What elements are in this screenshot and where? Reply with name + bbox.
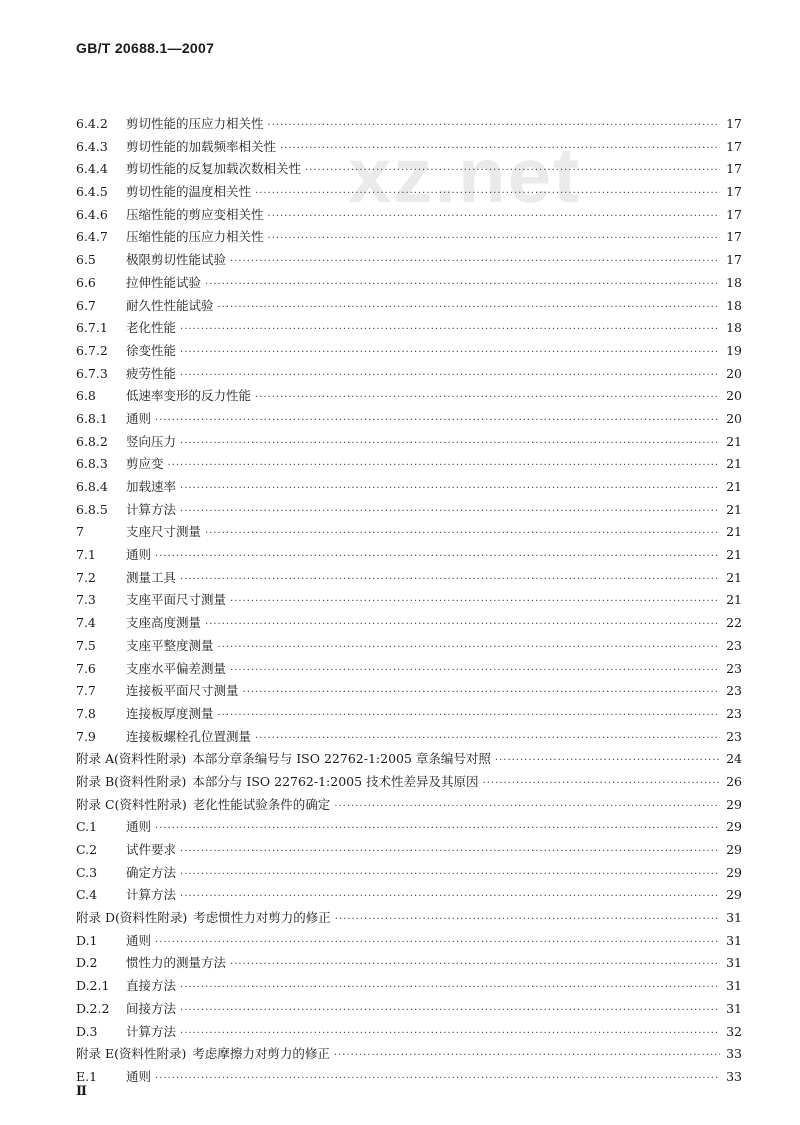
toc-entry[interactable] [76, 159, 742, 182]
toc-dot-leader [255, 392, 720, 403]
toc-entry-number: 6.4.2 [76, 116, 108, 131]
toc-entry-page: 33 [726, 1068, 742, 1084]
toc-entry-title: 确定方法 [126, 864, 177, 880]
toc-entry-number: C.2 [76, 842, 98, 857]
toc-entry-title: 支座平整度测量 [126, 637, 214, 653]
toc-entry-title: 拉伸性能试验 [126, 274, 202, 290]
toc-entry-page: 21 [726, 524, 742, 540]
toc-entry-number: 6.8.5 [76, 501, 108, 517]
toc-entry-number: 6.8.2 [76, 433, 108, 449]
toc-entry[interactable] [76, 182, 742, 205]
toc-entry[interactable] [76, 568, 742, 591]
toc-entry[interactable] [76, 205, 742, 228]
toc-entry-title: 连接板平面尺寸测量 [126, 683, 239, 699]
toc-entry-number: 附录 A(资料性附录) [76, 751, 187, 767]
toc-dot-leader [155, 937, 720, 948]
toc-entry-page: 31 [726, 955, 742, 971]
toc-entry[interactable] [76, 999, 742, 1022]
toc-entry[interactable] [76, 318, 742, 341]
toc-entry-number: 6.7.2 [76, 342, 108, 358]
toc-entry-title: 惯性力的测量方法 [126, 955, 227, 971]
toc-entry-number: 6.4.3 [76, 138, 108, 154]
toc-dot-leader [180, 370, 720, 381]
toc-dot-leader [305, 165, 720, 176]
toc-entry-title: 压缩性能的剪应变相关性 [126, 206, 264, 222]
toc-entry-number: D.2 [76, 955, 98, 971]
toc-entry-number: C.3 [76, 864, 98, 880]
toc-entry-title: 耐久性性能试验 [126, 297, 214, 313]
toc-entry-title: 考虑惯性力对剪力的修正 [193, 910, 331, 926]
toc-entry[interactable] [76, 772, 742, 795]
toc-dot-leader [180, 846, 720, 857]
toc-entry-page: 29 [726, 796, 742, 812]
toc-entry-number: C.1 [76, 819, 98, 835]
toc-entry-number: 附录 B(资料性附录) [76, 773, 187, 789]
toc-entry[interactable] [76, 863, 742, 886]
toc-entry-page: 17 [726, 161, 742, 177]
toc-dot-leader [180, 1028, 720, 1039]
toc-entry-title: 通则 [126, 410, 152, 426]
document-header: GB/T 20688.1—2007 [76, 40, 215, 56]
toc-entry[interactable] [76, 522, 742, 545]
toc-entry-page: 21 [726, 547, 742, 563]
toc-dot-leader [155, 823, 720, 834]
toc-entry-title: 低速率变形的反力性能 [126, 388, 252, 404]
toc-entry-title: 剪切性能的压应力相关性 [126, 116, 264, 131]
toc-entry-title: 剪应变 [126, 456, 164, 472]
toc-entry-page: 24 [726, 751, 742, 767]
toc-dot-leader [280, 143, 720, 154]
toc-dot-leader [180, 347, 720, 358]
toc-entry[interactable] [76, 432, 742, 455]
toc-entry-page: 18 [726, 297, 742, 313]
toc-entry-page: 23 [726, 660, 742, 676]
toc-entry-title: 支座平面尺寸测量 [126, 592, 227, 608]
toc-dot-leader [155, 415, 720, 426]
toc-entry-number: 附录 E(资料性附录) [76, 1046, 187, 1062]
toc-entry[interactable] [76, 590, 742, 613]
toc-dot-leader [180, 483, 720, 494]
toc-entry-title: 考虑摩擦力对剪力的修正 [192, 1046, 330, 1062]
toc-entry-number: C.4 [76, 887, 98, 903]
toc-entry-number: 7.1 [76, 547, 96, 563]
toc-dot-leader [243, 687, 720, 698]
toc-entry-number: 7 [76, 524, 84, 540]
toc-entry-number: 6.8.3 [76, 456, 108, 472]
toc-entry-title: 徐变性能 [126, 342, 177, 358]
toc-entry[interactable] [76, 817, 742, 840]
toc-entry-title: 通则 [126, 932, 152, 948]
toc-entry-number: 6.8.1 [76, 410, 108, 426]
toc-entry-number: 7.5 [76, 637, 96, 653]
toc-entry[interactable] [76, 613, 742, 636]
toc-dot-leader [334, 801, 720, 812]
toc-entry-number: 6.4.5 [76, 184, 108, 200]
toc-entry-title: 计算方法 [126, 501, 177, 517]
toc-entry-number: 6.8 [76, 388, 96, 404]
toc-entry-number: 6.4.4 [76, 161, 108, 177]
toc-entry-title: 压缩性能的压应力相关性 [126, 229, 264, 245]
toc-entry-page: 29 [726, 842, 742, 857]
toc-entry-title: 老化性能试验条件的确定 [192, 796, 331, 812]
toc-entry-title: 本部分与 ISO 22762-1:2005 技术性差异及其原因 [192, 773, 479, 789]
toc-entry[interactable] [76, 500, 742, 523]
toc-dot-leader [168, 460, 720, 471]
toc-entry[interactable] [76, 273, 742, 296]
toc-entry[interactable] [76, 364, 742, 387]
toc-dot-leader [155, 551, 720, 562]
toc-entry-title: 连接板厚度测量 [126, 705, 214, 721]
toc-entry[interactable] [76, 250, 742, 273]
toc-dot-leader [205, 619, 720, 630]
toc-dot-leader [268, 120, 720, 131]
toc-entry-page: 21 [726, 433, 742, 449]
toc-entry-title: 剪切性能的反复加载次数相关性 [126, 161, 302, 177]
toc-dot-leader [180, 891, 720, 902]
toc-dot-leader [255, 188, 720, 199]
toc-dot-leader [180, 438, 720, 449]
toc-entry-page: 21 [726, 479, 742, 494]
toc-entry-page: 17 [726, 116, 742, 131]
toc-entry-page: 32 [726, 1023, 742, 1039]
toc-entry-page: 31 [726, 910, 742, 926]
toc-entry-page: 33 [726, 1046, 742, 1062]
toc-dot-leader [218, 710, 720, 721]
toc-dot-leader [335, 914, 720, 925]
toc-entry[interactable] [76, 341, 742, 364]
toc-entry-page: 17 [726, 229, 742, 245]
toc-entry-number: E.1 [76, 1068, 98, 1084]
toc-entry-title: 测量工具 [126, 569, 177, 585]
toc-entry[interactable] [76, 840, 742, 863]
toc-entry-page: 23 [726, 637, 742, 653]
toc-entry-title: 支座尺寸测量 [126, 524, 202, 540]
toc-entry-number: 附录 D(资料性附录) [76, 910, 188, 926]
toc-entry-title: 老化性能 [126, 320, 177, 336]
toc-entry[interactable] [76, 1022, 742, 1045]
toc-entry-page: 21 [726, 592, 742, 608]
toc-entry-page: 23 [726, 728, 742, 744]
toc-entry-page: 17 [726, 252, 742, 268]
toc-entry[interactable] [76, 795, 742, 818]
toc-dot-leader [255, 733, 720, 744]
toc-entry-page: 21 [726, 501, 742, 517]
toc-entry-page: 31 [726, 1000, 742, 1016]
toc-dot-leader [230, 596, 720, 607]
toc-entry[interactable] [76, 114, 742, 137]
toc-dot-leader [180, 1005, 720, 1016]
toc-dot-leader [218, 642, 720, 653]
toc-entry-title: 试件要求 [126, 842, 177, 857]
toc-entry-title: 极限剪切性能试验 [126, 252, 227, 268]
toc-entry-title: 剪切性能的加载频率相关性 [126, 138, 277, 154]
toc-entry-page: 17 [726, 138, 742, 154]
toc-entry-number: 6.8.4 [76, 479, 108, 494]
toc-entry-page: 17 [726, 206, 742, 222]
toc-entry[interactable] [76, 1044, 742, 1067]
toc-dot-leader [495, 755, 720, 766]
toc-entry-page: 17 [726, 184, 742, 200]
toc-entry[interactable] [76, 727, 742, 750]
toc-entry-number: D.1 [76, 932, 98, 948]
toc-entry[interactable] [76, 477, 742, 500]
toc-entry-title: 计算方法 [126, 1023, 177, 1039]
toc-entry-page: 20 [726, 365, 742, 381]
toc-dot-leader [268, 211, 720, 222]
toc-dot-leader [205, 279, 720, 290]
toc-entry-title: 直接方法 [126, 978, 177, 994]
toc-entry-title: 本部分章条编号与 ISO 22762-1:2005 章条编号对照 [192, 751, 491, 767]
toc-entry[interactable] [76, 908, 742, 931]
toc-entry-number: 6.7 [76, 297, 96, 313]
toc-entry[interactable] [76, 931, 742, 954]
toc-entry-number: 6.4.7 [76, 229, 108, 245]
toc-dot-leader [155, 1073, 720, 1084]
toc-entry-page: 31 [726, 978, 742, 994]
toc-entry-title: 加载速率 [126, 479, 177, 494]
toc-dot-leader [180, 324, 720, 335]
toc-entry[interactable] [76, 953, 742, 976]
toc-dot-leader [180, 506, 720, 517]
toc-dot-leader [218, 302, 720, 313]
toc-dot-leader [334, 1050, 720, 1061]
toc-entry-title: 通则 [126, 547, 152, 563]
toc-entry-number: 7.7 [76, 683, 96, 699]
toc-entry[interactable] [76, 885, 742, 908]
toc-entry-page: 21 [726, 569, 742, 585]
toc-entry-page: 23 [726, 683, 742, 699]
toc-entry[interactable] [76, 659, 742, 682]
toc-entry-title: 计算方法 [126, 887, 177, 903]
toc-entry-number: 6.7.1 [76, 320, 108, 336]
toc-entry[interactable] [76, 681, 742, 704]
toc-entry-number: 6.6 [76, 274, 96, 290]
toc-dot-leader [230, 256, 720, 267]
toc-entry-number: 7.2 [76, 569, 96, 585]
toc-entry-page: 26 [726, 773, 742, 789]
toc-entry-title: 连接板螺栓孔位置测量 [126, 728, 252, 744]
table-of-contents [76, 114, 742, 1090]
toc-entry[interactable] [76, 409, 742, 432]
toc-entry-page: 29 [726, 887, 742, 903]
toc-entry[interactable] [76, 636, 742, 659]
toc-entry[interactable] [76, 296, 742, 319]
toc-entry-page: 18 [726, 274, 742, 290]
toc-entry-title: 竖向压力 [126, 433, 177, 449]
toc-entry-page: 22 [726, 615, 742, 631]
toc-entry-number: 7.6 [76, 660, 96, 676]
toc-entry-page: 29 [726, 864, 742, 880]
toc-entry-number: 7.4 [76, 615, 96, 631]
toc-entry-page: 21 [726, 456, 742, 472]
page-number: Ⅱ [76, 1084, 87, 1099]
toc-entry-number: 7.8 [76, 705, 96, 721]
toc-entry-title: 支座高度测量 [126, 615, 202, 631]
toc-entry-page: 20 [726, 388, 742, 404]
toc-entry[interactable] [76, 137, 742, 160]
toc-entry[interactable] [76, 545, 742, 568]
toc-entry-number: D.3 [76, 1023, 98, 1039]
toc-entry-title: 间接方法 [126, 1000, 177, 1016]
toc-entry[interactable] [76, 749, 742, 772]
watermark: xz.net [348, 131, 582, 219]
toc-entry-title: 通则 [126, 1068, 152, 1084]
toc-dot-leader [205, 528, 720, 539]
toc-entry-page: 31 [726, 932, 742, 948]
toc-entry-page: 19 [726, 342, 742, 358]
toc-dot-leader [180, 574, 720, 585]
toc-entry-page: 20 [726, 410, 742, 426]
toc-entry[interactable] [76, 1067, 742, 1090]
toc-entry-number: 6.5 [76, 252, 96, 268]
toc-entry-number: 附录 C(资料性附录) [76, 796, 187, 812]
toc-dot-leader [230, 959, 720, 970]
toc-dot-leader [268, 233, 720, 244]
toc-dot-leader [483, 778, 720, 789]
toc-entry-title: 支座水平偏差测量 [126, 660, 227, 676]
toc-entry[interactable] [76, 227, 742, 250]
toc-entry[interactable] [76, 704, 742, 727]
toc-entry-number: D.2.1 [76, 978, 110, 994]
toc-entry-title: 通则 [126, 819, 152, 835]
toc-dot-leader [230, 665, 720, 676]
toc-entry-number: 6.7.3 [76, 365, 108, 381]
toc-entry[interactable] [76, 386, 742, 409]
toc-entry[interactable] [76, 454, 742, 477]
toc-entry[interactable] [76, 976, 742, 999]
toc-entry-page: 18 [726, 320, 742, 336]
toc-dot-leader [180, 982, 720, 993]
toc-dot-leader [180, 869, 720, 880]
toc-entry-page: 29 [726, 819, 742, 835]
toc-entry-number: 7.9 [76, 728, 96, 744]
toc-entry-title: 剪切性能的温度相关性 [126, 184, 252, 200]
toc-entry-page: 23 [726, 705, 742, 721]
toc-entry-title: 疲劳性能 [126, 365, 177, 381]
toc-entry-number: 7.3 [76, 592, 96, 608]
toc-entry-number: D.2.2 [76, 1000, 110, 1016]
toc-entry-number: 6.4.6 [76, 206, 108, 222]
